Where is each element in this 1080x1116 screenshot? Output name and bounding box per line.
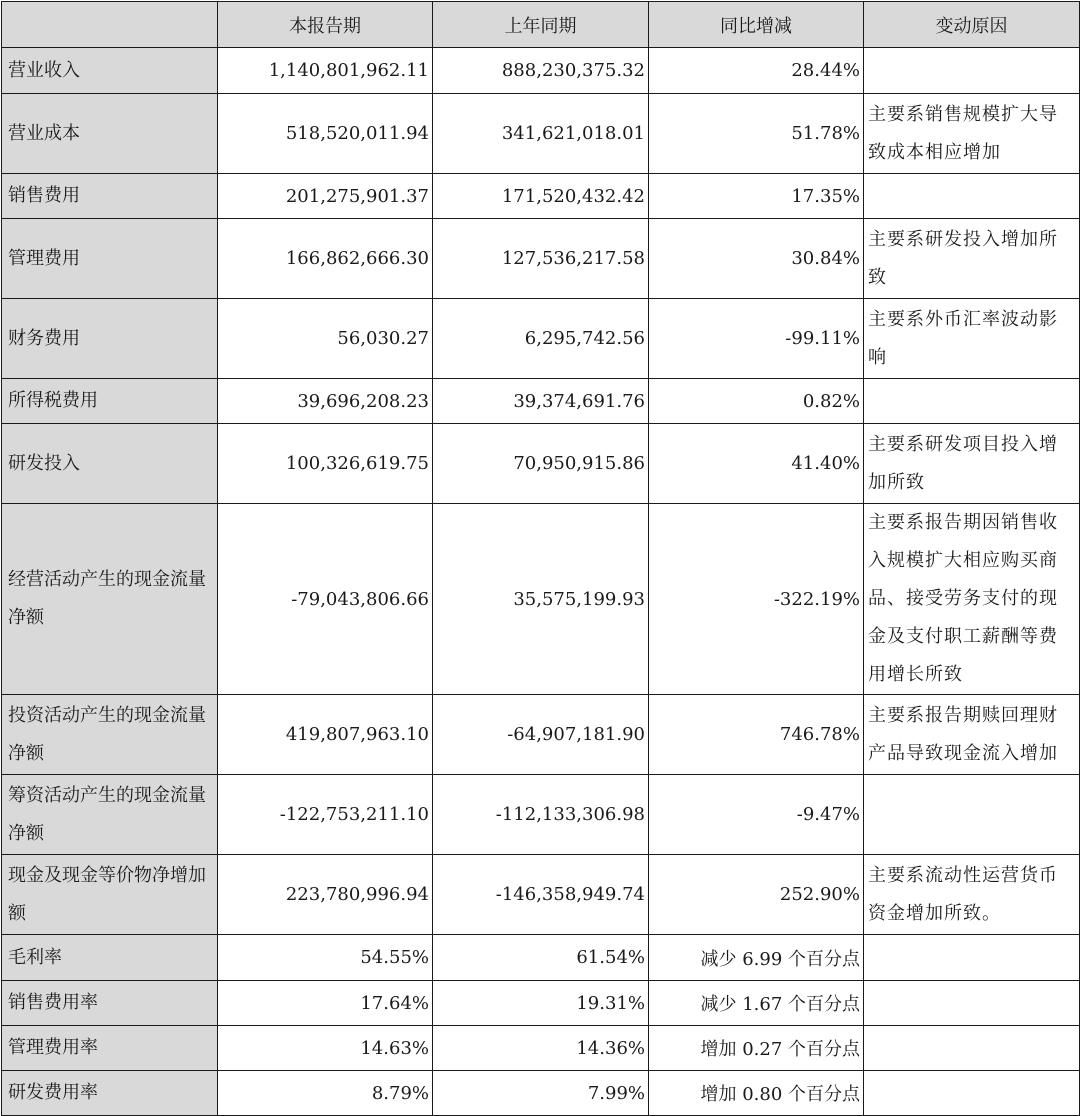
change-reason (864, 775, 1080, 855)
change-value: -9.47% (649, 775, 864, 855)
change-value: 增加 0.80 个百分点 (649, 1071, 864, 1116)
change-value: -99.11% (649, 299, 864, 379)
change-reason: 主要系研发投入增加所致 (864, 219, 1080, 299)
row-label: 管理费用率 (2, 1026, 218, 1071)
prior-value: -64,907,181.90 (433, 695, 649, 775)
change-reason: 主要系销售规模扩大导致成本相应增加 (864, 94, 1080, 174)
current-value: 518,520,011.94 (218, 94, 433, 174)
change-reason: 主要系报告期赎回理财产品导致现金流入增加 (864, 695, 1080, 775)
change-value: 增加 0.27 个百分点 (649, 1026, 864, 1071)
current-value: 100,326,619.75 (218, 424, 433, 504)
table-row (2, 379, 1080, 424)
change-reason (864, 981, 1080, 1026)
row-label: 营业成本 (2, 94, 218, 174)
change-value: 51.78% (649, 94, 864, 174)
current-value: 56,030.27 (218, 299, 433, 379)
header-current-period: 本报告期 (218, 2, 433, 48)
current-value: 8.79% (218, 1071, 433, 1116)
current-value: -122,753,211.10 (218, 775, 433, 855)
prior-value: -146,358,949.74 (433, 855, 649, 935)
row-label: 现金及现金等价物净增加额 (2, 855, 218, 935)
change-reason (864, 174, 1080, 219)
change-reason (864, 1026, 1080, 1071)
row-label: 销售费用率 (2, 981, 218, 1026)
current-value: 39,696,208.23 (218, 379, 433, 424)
table-row (2, 424, 1080, 504)
change-value: 30.84% (649, 219, 864, 299)
change-reason (864, 935, 1080, 981)
header-corner (2, 2, 218, 48)
row-label: 管理费用 (2, 219, 218, 299)
row-label: 营业收入 (2, 48, 218, 94)
prior-value: 14.36% (433, 1026, 649, 1071)
change-value: 17.35% (649, 174, 864, 219)
prior-value: 70,950,915.86 (433, 424, 649, 504)
change-value: 减少 6.99 个百分点 (649, 935, 864, 981)
change-reason: 主要系研发项目投入增加所致 (864, 424, 1080, 504)
prior-value: 35,575,199.93 (433, 504, 649, 695)
change-value: 252.90% (649, 855, 864, 935)
prior-value: 19.31% (433, 981, 649, 1026)
row-label: 研发投入 (2, 424, 218, 504)
row-label: 筹资活动产生的现金流量净额 (2, 775, 218, 855)
table-row (2, 775, 1080, 855)
header-change-reason: 变动原因 (864, 2, 1080, 48)
prior-value: 888,230,375.32 (433, 48, 649, 94)
header-yoy-change: 同比增减 (649, 2, 864, 48)
table-row (2, 174, 1080, 219)
row-label: 毛利率 (2, 935, 218, 981)
prior-value: 61.54% (433, 935, 649, 981)
current-value: 419,807,963.10 (218, 695, 433, 775)
prior-value: 127,536,217.58 (433, 219, 649, 299)
current-value: 17.64% (218, 981, 433, 1026)
change-value: 减少 1.67 个百分点 (649, 981, 864, 1026)
current-value: 201,275,901.37 (218, 174, 433, 219)
change-value: 41.40% (649, 424, 864, 504)
change-reason: 主要系报告期因销售收入规模扩大相应购买商品、接受劳务支付的现金及支付职工薪酬等费用增长所致 (864, 504, 1080, 695)
row-label: 投资活动产生的现金流量净额 (2, 695, 218, 775)
row-label: 研发费用率 (2, 1071, 218, 1116)
current-value: 14.63% (218, 1026, 433, 1071)
prior-value: 7.99% (433, 1071, 649, 1116)
prior-value: 341,621,018.01 (433, 94, 649, 174)
prior-value: 6,295,742.56 (433, 299, 649, 379)
table-row (2, 981, 1080, 1026)
table-row (2, 219, 1080, 299)
row-label: 经营活动产生的现金流量净额 (2, 504, 218, 695)
table-row (2, 94, 1080, 174)
current-value: 166,862,666.30 (218, 219, 433, 299)
table-row (2, 855, 1080, 935)
row-label: 所得税费用 (2, 379, 218, 424)
change-reason (864, 379, 1080, 424)
row-label: 财务费用 (2, 299, 218, 379)
table-row (2, 1071, 1080, 1116)
table-row (2, 935, 1080, 981)
table-row (2, 1026, 1080, 1071)
current-value: -79,043,806.66 (218, 504, 433, 695)
table-row (2, 695, 1080, 775)
prior-value: 39,374,691.76 (433, 379, 649, 424)
change-reason: 主要系流动性运营货币资金增加所致。 (864, 855, 1080, 935)
change-value: -322.19% (649, 504, 864, 695)
change-reason (864, 1071, 1080, 1116)
header-row (2, 2, 1080, 48)
current-value: 223,780,996.94 (218, 855, 433, 935)
change-value: 0.82% (649, 379, 864, 424)
prior-value: -112,133,306.98 (433, 775, 649, 855)
table-row (2, 504, 1080, 695)
header-prior-period: 上年同期 (433, 2, 649, 48)
table-row (2, 299, 1080, 379)
change-value: 746.78% (649, 695, 864, 775)
prior-value: 171,520,432.42 (433, 174, 649, 219)
change-reason: 主要系外币汇率波动影响 (864, 299, 1080, 379)
change-reason (864, 48, 1080, 94)
current-value: 1,140,801,962.11 (218, 48, 433, 94)
row-label: 销售费用 (2, 174, 218, 219)
current-value: 54.55% (218, 935, 433, 981)
change-value: 28.44% (649, 48, 864, 94)
financial-comparison-table (1, 1, 1080, 1116)
table-row (2, 48, 1080, 94)
